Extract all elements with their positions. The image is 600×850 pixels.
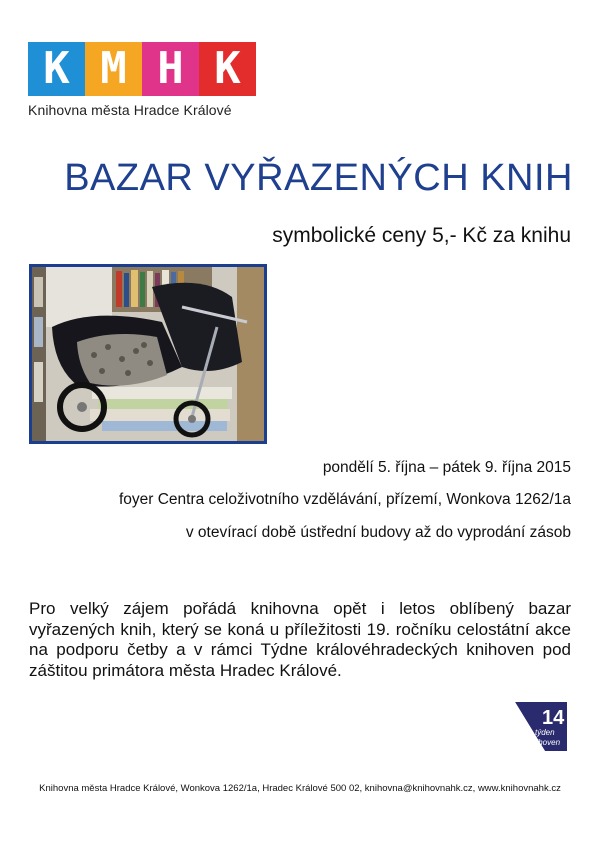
badge-line1: týden [535,728,555,737]
event-dates: pondělí 5. října – pátek 9. října 2015 [322,459,571,476]
footer-contact: Knihovna města Hradce Králové, Wonkova 1262/1a, Hradec Králové 500 02, knihovna@knihovnahk.cz, www.knihovnahk.cz [39,783,561,794]
logo-letter-h: H [142,42,199,96]
event-hours: v otevírací době ústřední budovy až do vyprodání zásob [185,524,571,541]
price-subtitle: symbolické ceny 5,- Kč za knihu [272,224,571,247]
event-description: Pro velký zájem pořádá knihovna opět i letos oblíbený bazar vyřazených knih, který se koná u příležitosti 19. ročníku celostátní akce na podporu četby a v rámci Týdne královéhradeckých knihoven pod záštitou primátora města Hradec Králové. [29,599,571,680]
logo-letter-k1: K [28,42,85,96]
badge-line2: knihoven [528,738,561,747]
page-title: BAZAR VYŘAZENÝCH KNIH [64,157,573,199]
photo-books-and-stroller-icon [32,267,264,441]
event-place: foyer Centra celoživotního vzdělávání, přízemí, Wonkova 1262/1a [118,491,571,508]
logo-letter-m: M [85,42,142,96]
logo-letter-k2: K [199,42,256,96]
library-week-badge [515,702,567,751]
logo-blocks [28,42,258,96]
library-logo [28,42,258,118]
event-photo [29,264,267,444]
logo-subtitle: Knihovna města Hradce Králové [28,102,232,118]
library-week-logo-icon [515,702,567,751]
badge-number: 14 [542,707,565,729]
